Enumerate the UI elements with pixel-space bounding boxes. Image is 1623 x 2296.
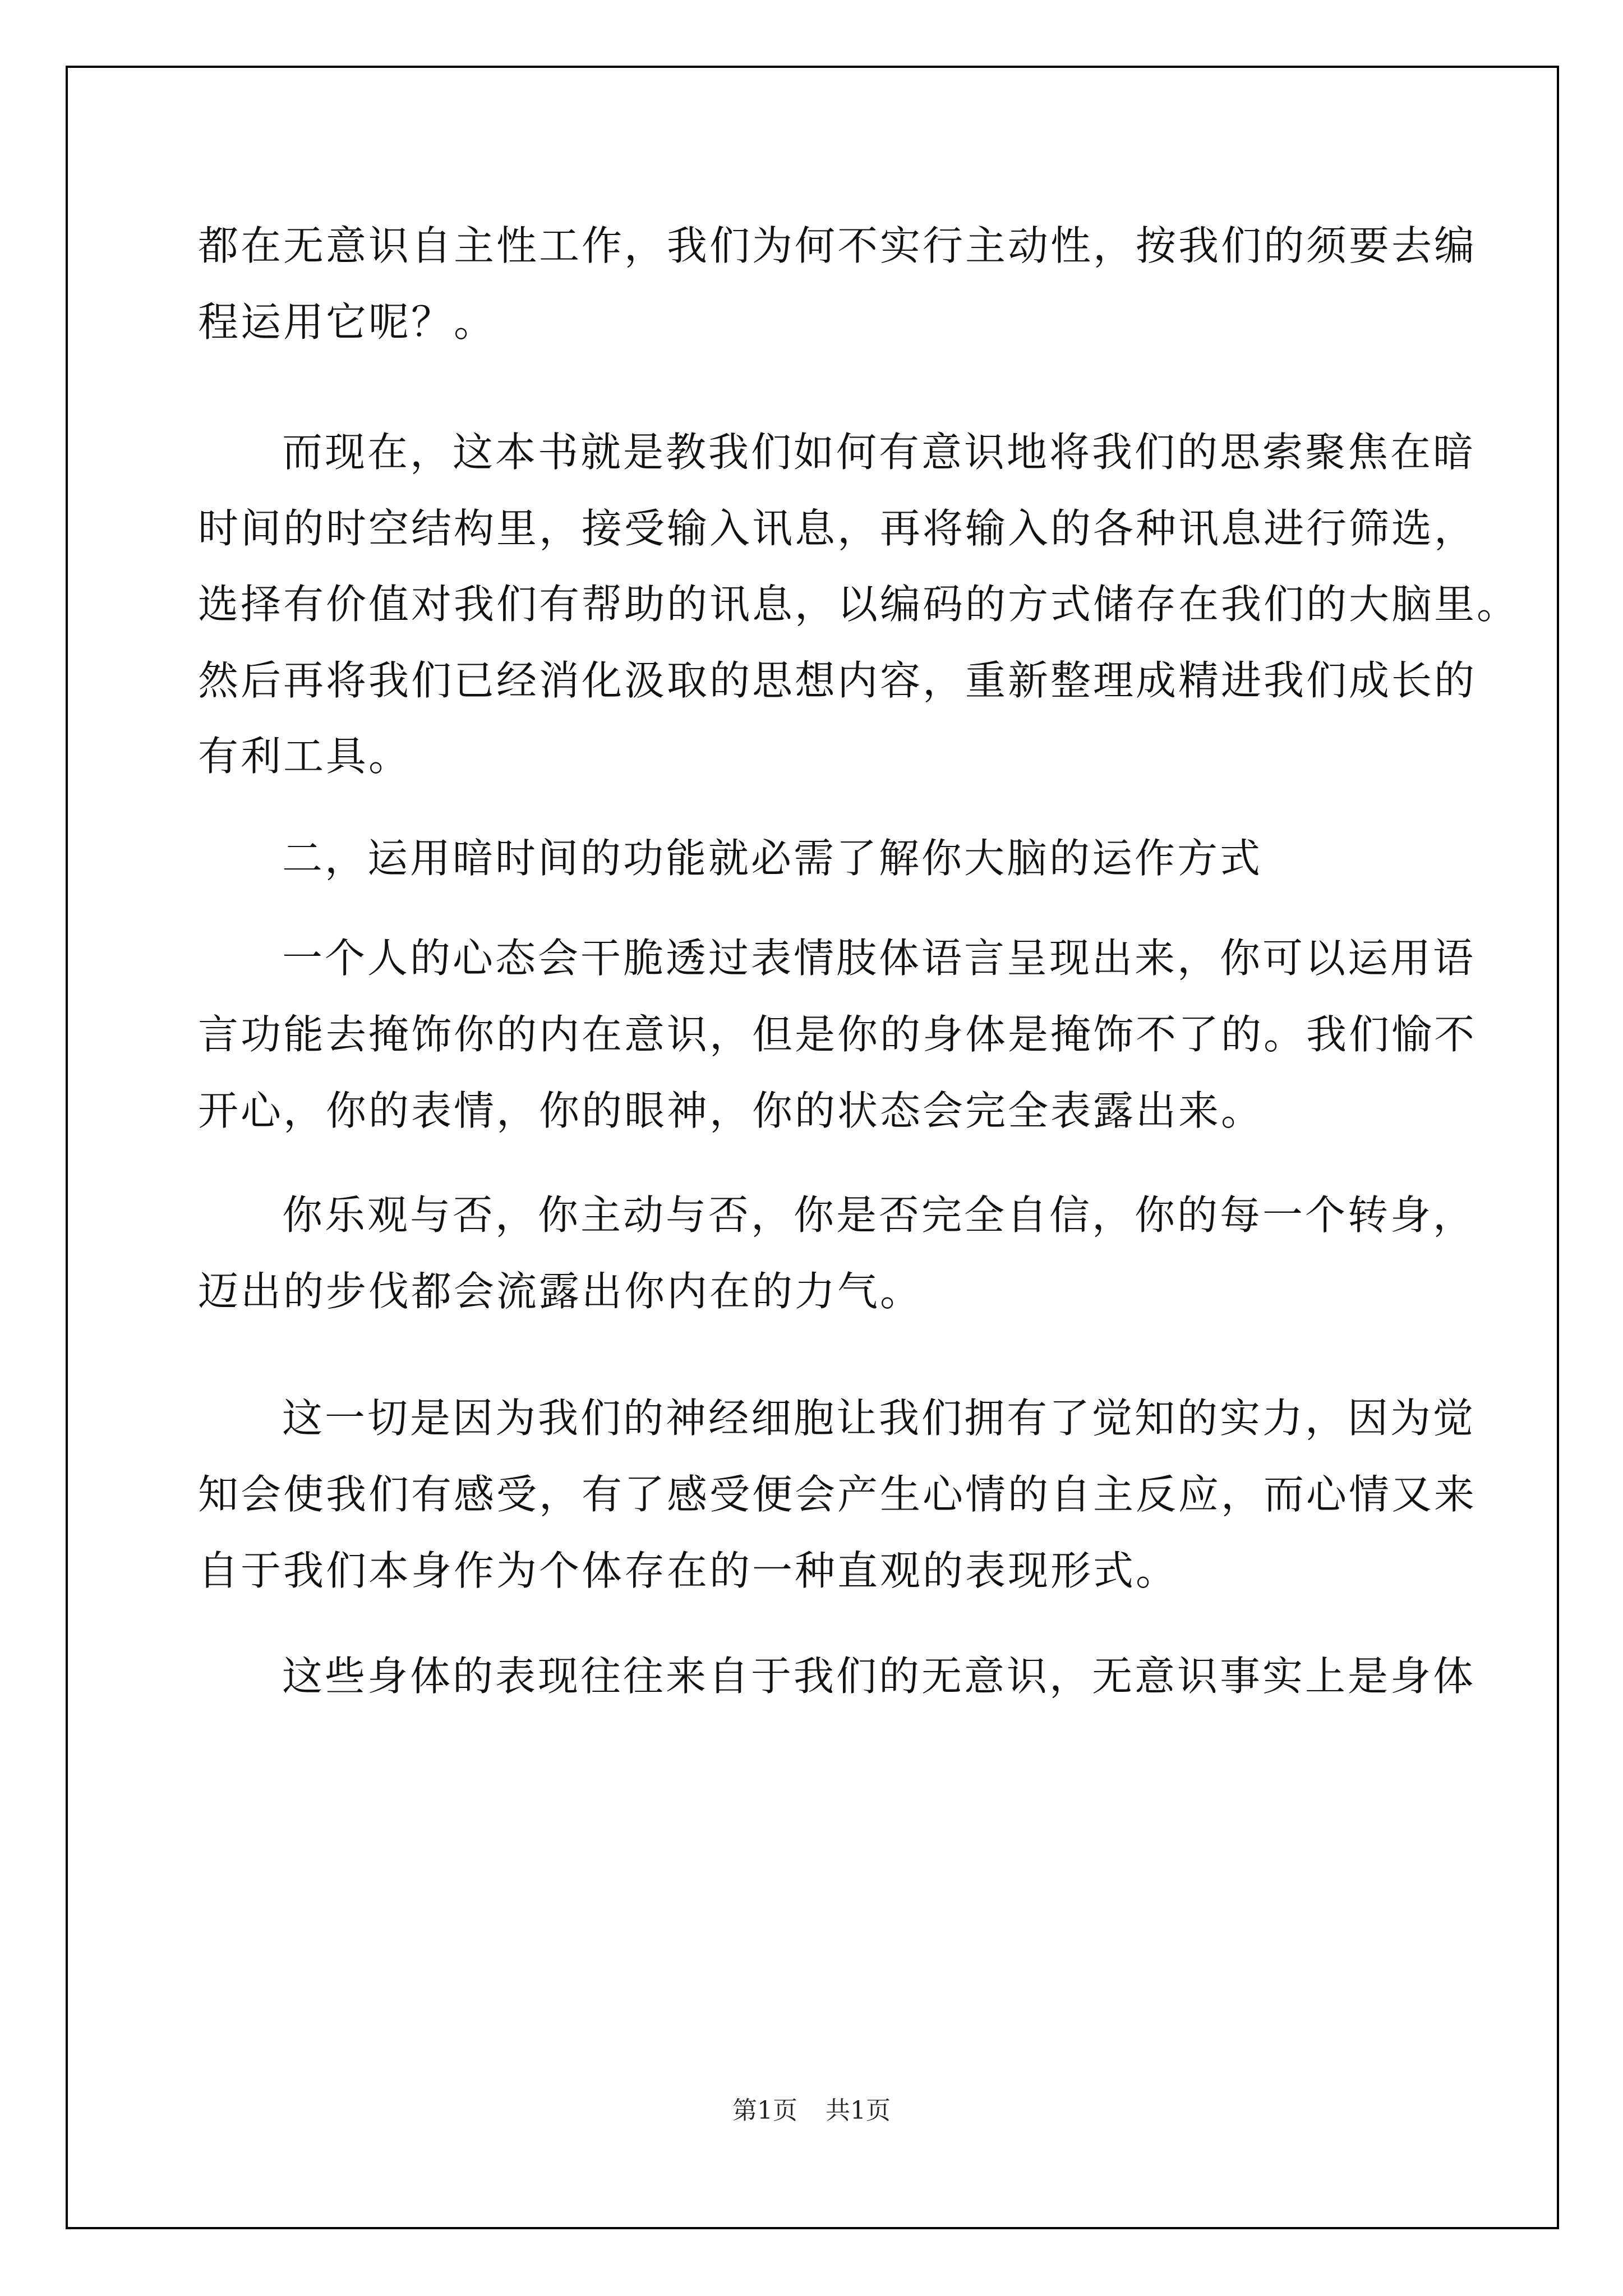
text-line-7: 有利工具。 <box>198 733 412 780</box>
text-line-6: 然后再将我们已经消化汲取的思想内容，重新整理成精进我们成长的 <box>198 657 1477 704</box>
text-line-4: 时间的时空结构里，接受输入讯息，再将输入的各种讯息进行筛选， <box>198 505 1477 552</box>
text-line-9: 一个人的心态会干脆透过表情肢体语言呈现出来，你可以运用语 <box>282 935 1476 982</box>
text-line-5: 选择有价值对我们有帮助的讯息，以编码的方式储存在我们的大脑里。 <box>198 581 1520 628</box>
text-line-1: 都在无意识自主性工作，我们为何不实行主动性，按我们的须要去编 <box>198 222 1477 269</box>
text-line-14: 这一切是因为我们的神经细胞让我们拥有了觉知的实力，因为觉 <box>282 1395 1476 1442</box>
page-total: 共1页 <box>826 2096 891 2125</box>
text-line-13: 迈出的步伐都会流露出你内在的力气。 <box>198 1268 923 1315</box>
text-line-17: 这些身体的表现往往来自于我们的无意识，无意识事实上是身体 <box>282 1653 1476 1700</box>
text-line-12: 你乐观与否，你主动与否，你是否完全自信，你的每一个转身， <box>282 1191 1476 1239</box>
page-footer <box>0 2094 1623 2128</box>
page-number: 第1页 <box>732 2096 797 2125</box>
text-line-16: 自于我们本身作为个体存在的一种直观的表现形式。 <box>198 1547 1179 1594</box>
section-heading: 二，运用暗时间的功能就必需了解你大脑的运作方式 <box>282 835 1263 882</box>
text-line-2: 程运用它呢？。 <box>198 298 497 346</box>
page-border <box>66 66 1559 2229</box>
text-line-15: 知会使我们有感受，有了感受便会产生心情的自主反应，而心情又来 <box>198 1471 1477 1518</box>
text-line-10: 言功能去掩饰你的内在意识，但是你的身体是掩饰不了的。我们愉不 <box>198 1011 1477 1058</box>
text-line-3: 而现在，这本书就是教我们如何有意识地将我们的思索聚焦在暗 <box>282 429 1476 476</box>
text-line-11: 开心，你的表情，你的眼神，你的状态会完全表露出来。 <box>198 1087 1264 1134</box>
